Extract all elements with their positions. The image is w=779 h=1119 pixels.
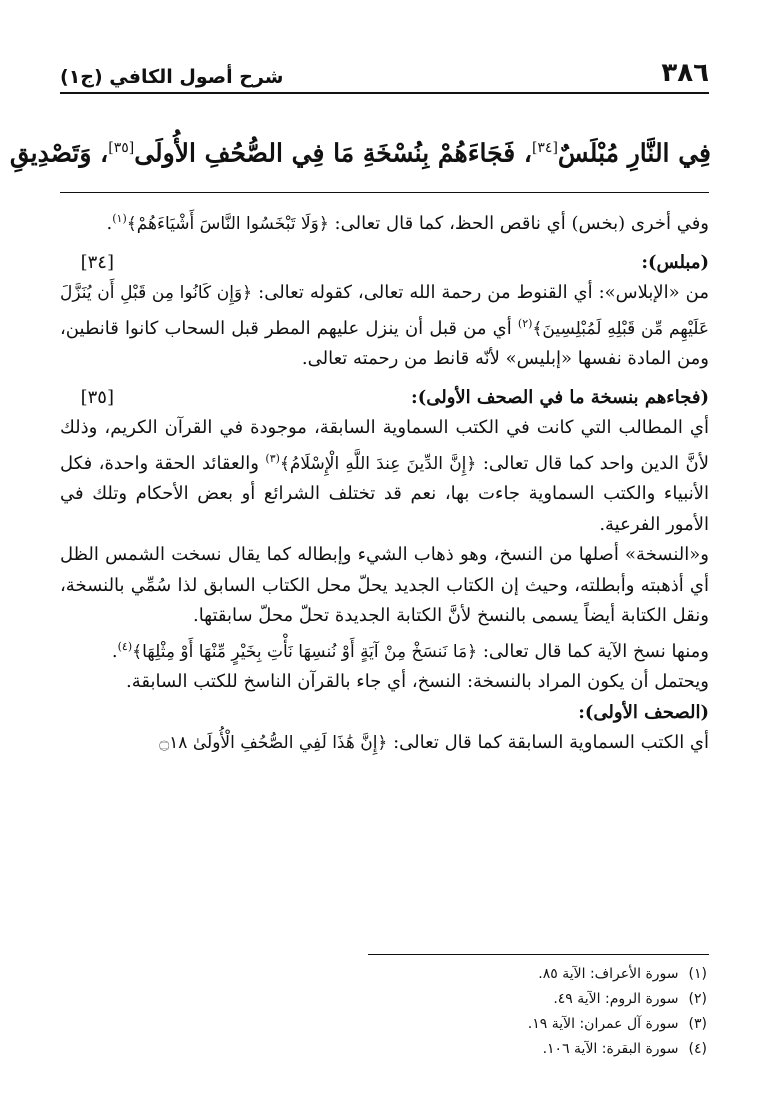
footnote-item xyxy=(387,1037,707,1062)
paragraph-5: ويحتمل أن يكون المراد بالنسخة: النسخ، أي جاء بالقرآن الناسخ للكتب السابقة. xyxy=(126,671,709,692)
entry-heading-34 xyxy=(60,248,709,279)
quran-verse-1: ﴿وَلَا تَبْخَسُوا النَّاسَ أَشْيَاءَهُمْ﴾ xyxy=(126,214,329,234)
matn-ref-35: [٣٥] xyxy=(108,140,135,156)
matn-text-3: ، وَتَصْدِيقِ xyxy=(9,138,109,168)
commentary-body xyxy=(60,204,709,759)
footnote-number: (٣) xyxy=(688,1016,707,1032)
paragraph-0-end: . xyxy=(106,213,113,234)
entry-number-34: [٣٤] xyxy=(80,251,114,273)
footnotes xyxy=(387,962,707,1062)
matn-text-2: ، فَجَاءَهُمْ بِنُسْخَةِ مَا فِي الصُّحُفِ الأُولَى xyxy=(134,138,532,168)
sub-heading: (الصحف الأولى): xyxy=(578,701,709,723)
quran-verse-5: ﴿إِنَّ هَٰذَا لَفِي الصُّحُفِ الْأُولَىٰ ۝١٨ xyxy=(159,733,388,753)
quran-verse-2: ﴿وَإِن كَانُوا مِن قَبْلِ أَن يُنَزَّلَ عَلَيْهِم مِّن قَبْلِهِ لَمُبْلِسِينَ﴾ xyxy=(60,283,709,339)
page-number: ٣٨٦ xyxy=(661,58,709,88)
paragraph-1 xyxy=(60,278,709,375)
matn-rule xyxy=(60,192,709,193)
footnote-item xyxy=(387,987,707,1012)
entry-number-35: [٣٥] xyxy=(80,386,114,408)
footnote-number: (١) xyxy=(688,966,707,982)
footnote-number: (٤) xyxy=(688,1041,707,1057)
footnote-text: سورة آل عمران: الآية ١٩. xyxy=(527,1016,679,1032)
footnote-number: (٢) xyxy=(688,991,707,1007)
paragraph-6-text: أي الكتب السماوية السابقة كما قال تعالى: xyxy=(387,732,709,753)
footnote-item xyxy=(387,1012,707,1037)
footnote-ref-2: (٢) xyxy=(517,316,533,330)
footnote-ref-4: (٤) xyxy=(117,639,133,653)
matn-line xyxy=(9,128,711,173)
paragraph-2 xyxy=(60,413,709,540)
paragraph-4-text: ومنها نسخ الآية كما قال تعالى: xyxy=(477,640,709,662)
footnote-ref-1: (١) xyxy=(112,212,127,225)
matn-ref-34: [٣٤] xyxy=(531,140,558,156)
paragraph-2-text-b: والعقائد الحقة واحدة، فكل الأنبياء والكتب السماوية جاءت بها، نعم قد تختلف الشرائع أو بعض الأحكام وتلك في الأمور الفرعية. xyxy=(60,452,709,535)
entry-title-34: (مبلس): xyxy=(641,251,709,273)
paragraph-2-text: أي المطالب التي كانت في الكتب السماوية السابقة، موجودة في القرآن الكريم، وذلك لأنَّ الدين واحد كما قال تعالى: xyxy=(60,417,709,474)
footnote-ref-3: (٣) xyxy=(265,451,280,465)
footnote-text: سورة الروم: الآية ٤٩. xyxy=(553,991,679,1007)
matn-text-1: فِي النَّارِ مُبْلَسٌ xyxy=(557,138,711,168)
entry-title-35: (فجاءهم بنسخة ما في الصحف الأولى): xyxy=(411,386,709,408)
paragraph-6 xyxy=(60,728,709,759)
book-title: شرح أصول الكافي (ج١) xyxy=(60,66,284,88)
paragraph-1-text-b: أي من قبل أن ينزل عليهم المطر قبل السحاب كانوا قانطين، ومن المادة نفسها «إبليس» لأنّه قانط من رحمته تعالى. xyxy=(60,317,709,369)
paragraph-0-text: وفي أخرى (بخس) أي ناقص الحظ، كما قال تعالى: xyxy=(328,213,709,234)
paragraph-4-end: . xyxy=(111,640,118,662)
footnote-item xyxy=(387,962,707,987)
running-head xyxy=(60,52,709,88)
footnote-text: سورة البقرة: الآية ١٠٦. xyxy=(542,1041,679,1057)
footnote-text: سورة الأعراف: الآية ٨٥. xyxy=(538,966,679,982)
quran-verse-4: ﴿مَا نَنسَخْ مِنْ آيَةٍ أَوْ نُنسِهَا نَأْتِ بِخَيْرٍ مِّنْهَا أَوْ مِثْلِهَا﴾ xyxy=(132,641,478,662)
entry-heading-35 xyxy=(60,383,709,414)
header-rule xyxy=(60,92,709,94)
paragraph-0 xyxy=(60,204,709,240)
paragraph-1-text: من «الإبلاس»: أي القنوط من رحمة الله تعالى، كقوله تعالى: xyxy=(252,282,710,303)
paragraph-3: و«النسخة» أصلها من النسخ، وهو ذهاب الشيء وإبطاله كما يقال نسخت الشمس الظل أي أذهبته وأبطلته، وحيث إن الكتاب الجديد يحلّ محل الكتاب السابق لذا سُمِّي بالنسخة، ونقل الكتابة أيضاً يسمى بالنسخ لأنَّ الكتابة الجديدة تحلّ محلّ سابقتها. xyxy=(60,544,709,626)
paragraph-4 xyxy=(60,632,709,668)
footnote-rule xyxy=(368,954,709,955)
quran-verse-3: ﴿إِنَّ الدِّينَ عِندَ اللَّهِ الْإِسْلَامُ﴾ xyxy=(279,453,477,474)
